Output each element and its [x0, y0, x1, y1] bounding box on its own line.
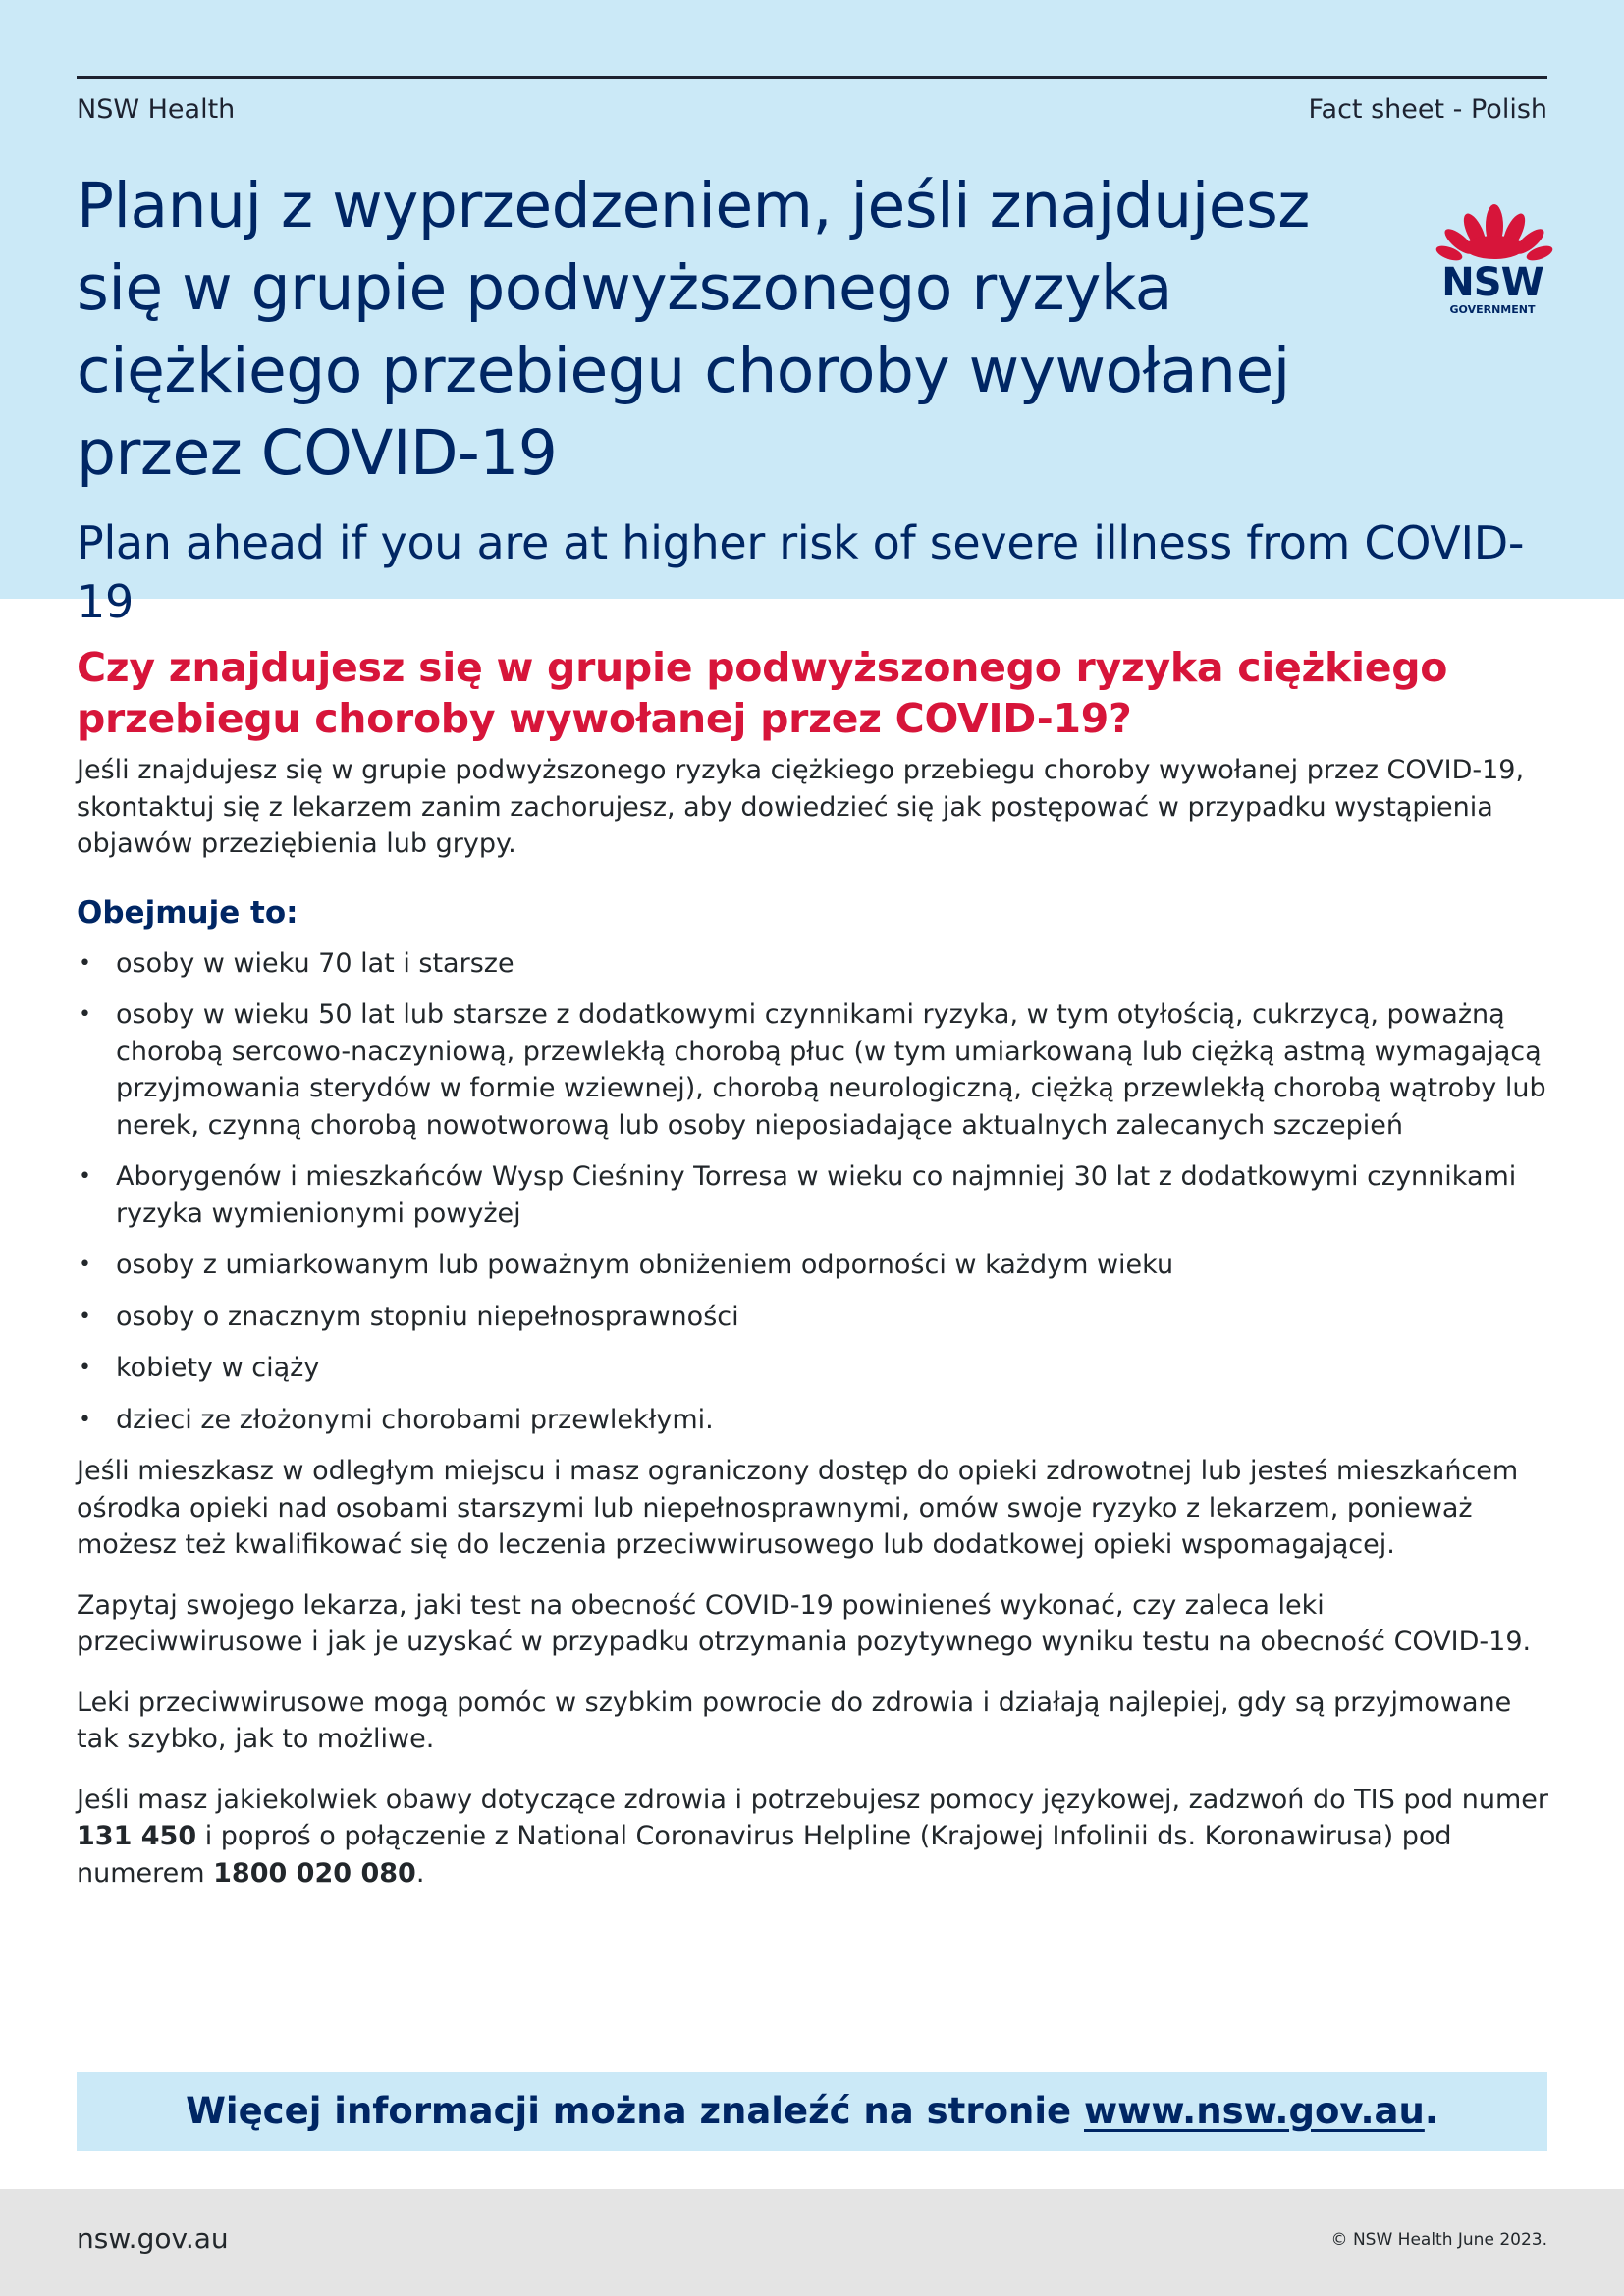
ask-doctor-paragraph: Zapytaj swojego lekarza, jaki test na obecność COVID-19 powinieneś wykonać, czy zaleca leki przeciwwirusowe i jak je uzyskać w przypadku otrzymania pozytywnego wyniku testu na obecność COVID-19. — [77, 1589, 1532, 1657]
bullet-icon: • — [79, 1407, 91, 1432]
includes-heading: Obejmuje to: — [77, 894, 298, 931]
section-heading-line: przebiegu choroby wywołanej przez COVID-19? — [77, 695, 1132, 742]
list-item — [77, 1247, 1549, 1284]
list-item-text: Aborygenów i mieszkańców Wysp Cieśniny Torresa w wieku co najmniej 30 lat z dodatkowymi czynnikami ryzyka wymienionymi powyżej — [116, 1161, 1517, 1229]
factsheet-language: Fact sheet - Polish — [1308, 94, 1547, 125]
remote-care-paragraph: Jeśli mieszkasz w odległym miejscu i masz ograniczony dostęp do opieki zdrowotnej lub jesteś mieszkańcem ośrodka opieki nad osobami starszymi lub niepełnosprawnymi, omów swoje ryzyko z lekarzem, ponieważ możesz też kwalifikować się do leczenia przeciwwirusowego lub dodatkowej opieki wspomagającej. — [77, 1456, 1519, 1560]
section-heading — [77, 642, 1549, 744]
list-item-text: dzieci ze złożonymi chorobami przewlekłymi. — [116, 1404, 714, 1435]
header-divider — [77, 76, 1547, 79]
page-subtitle: Plan ahead if you are at higher risk of severe illness from COVID-19 — [77, 516, 1525, 628]
header-band — [0, 0, 1624, 628]
banner-text: Więcej informacji można znaleźć na stronie — [186, 2090, 1084, 2132]
bullet-icon: • — [79, 1164, 91, 1189]
title-line: się w grupie podwyższonego ryzyka — [77, 252, 1172, 324]
footer-url[interactable]: nsw.gov.au — [77, 2222, 229, 2255]
list-item-text: osoby z umiarkowanym lub poważnym obniżeniem odporności w każdym wieku — [116, 1250, 1174, 1280]
antiviral-paragraph: Leki przeciwwirusowe mogą pomóc w szybkim powrocie do zdrowia i działają najlepiej, gdy są przyjmowane tak szybko, jak to możliwe. — [77, 1686, 1512, 1754]
bullet-icon: • — [79, 1253, 91, 1277]
nsw-website-link[interactable]: www.nsw.gov.au — [1084, 2090, 1425, 2132]
risk-group-list — [77, 945, 1549, 1439]
bullet-icon: • — [79, 950, 91, 976]
bullet-icon: • — [79, 1356, 91, 1380]
list-item-text: osoby w wieku 50 lat lub starsze z dodatkowymi czynnikami ryzyka, w tym otyłością, cukrzycą, poważną chorobą sercowo-naczyniową, przewlekłą chorobą płuc (w tym umiarkowaną lub ciężką astmą wymagającą przyjmowania sterydów w formie wziewnej), chorobą neurologiczną, ciężką przewlekłą chorobą wątroby lub nerek, czynną chorobą nowotworową lub osoby nieposiadające aktualnych zalecanych szczepień — [116, 999, 1546, 1141]
tis-phone-number[interactable]: 131 450 — [77, 1821, 197, 1851]
logo-nsw-text: NSW — [1441, 260, 1543, 305]
tis-text-3: . — [415, 1857, 425, 1889]
list-item-text: kobiety w ciąży — [116, 1353, 320, 1383]
section-heading-line: Czy znajdujesz się w grupie podwyższonego ryzyka ciężkiego — [77, 644, 1448, 691]
list-item — [77, 1402, 1549, 1439]
title-line: ciężkiego przebiegu choroby wywołanej — [77, 335, 1290, 406]
bullet-icon: • — [79, 1002, 91, 1027]
tis-text-2: i poproś o połączenie z National Coronavirus Helpline (Krajowej Infolinii ds. Koronawirusa) pod numerem — [77, 1821, 1452, 1889]
list-item — [77, 996, 1549, 1144]
tis-text-1: Jeśli masz jakiekolwiek obawy dotyczące zdrowia i potrzebujesz pomocy językowej, zadzwoń do TIS pod numer — [77, 1784, 1548, 1815]
more-info-banner — [77, 2072, 1547, 2151]
helpline-phone-number[interactable]: 1800 020 080 — [213, 1857, 416, 1889]
title-line: Planuj z wyprzedzeniem, jeśli znajdujesz — [77, 170, 1310, 241]
footer-copyright: © NSW Health June 2023. — [1330, 2230, 1547, 2250]
page-title — [77, 165, 1353, 495]
intro-paragraph: Jeśli znajdujesz się w grupie podwyższonego ryzyka ciężkiego przebiegu choroby wywołanej przez COVID-19, skontaktuj się z lekarzem zanim zachorujesz, aby dowiedzieć się jak postępować w przypadku wystąpienia objawów przeziębienia lub grypy. — [77, 755, 1525, 859]
list-item-text: osoby o znacznym stopniu niepełnosprawności — [116, 1301, 739, 1332]
list-item — [77, 1350, 1549, 1387]
footer — [0, 2189, 1624, 2296]
list-item-text: osoby w wieku 70 lat i starsze — [116, 947, 514, 979]
bullet-icon: • — [79, 1304, 91, 1329]
title-line: przez COVID-19 — [77, 417, 558, 489]
list-item — [77, 1299, 1549, 1336]
logo-government-text: GOVERNMENT — [1449, 303, 1536, 316]
list-item — [77, 1158, 1549, 1232]
org-name: NSW Health — [77, 94, 236, 125]
list-item — [77, 945, 1549, 983]
main-content — [77, 642, 1549, 1892]
tis-helpline-paragraph — [77, 1782, 1549, 1893]
banner-end: . — [1424, 2090, 1438, 2132]
